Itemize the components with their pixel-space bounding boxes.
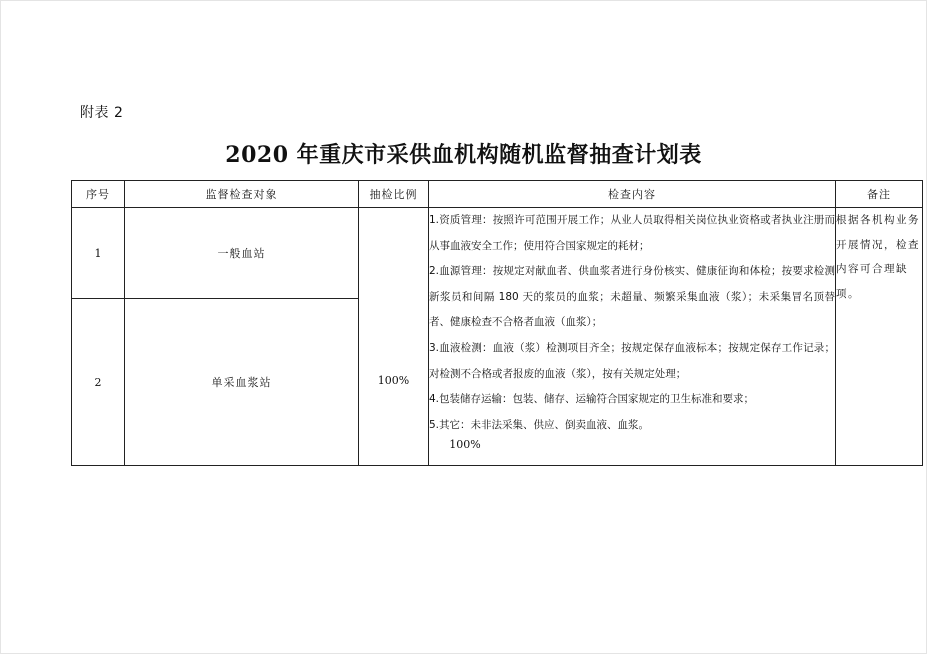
row-object: 单采血浆站	[125, 299, 359, 466]
ratio-value: 100%	[449, 438, 481, 451]
row-seq: 1	[72, 208, 125, 299]
content-item: 5.其它：未非法采集、供应、倒卖血液、血浆。	[429, 418, 650, 431]
table-header-row	[72, 181, 923, 208]
header-content: 检查内容	[429, 181, 836, 208]
content-item: 2.血源管理：按规定对献血者、供血浆者进行身份核实、健康征询和体检；按要求检测新浆员和间隔 180 天的浆员的血浆；未超量、频繁采集血液（浆）；未采集冒名顶替者、健康检查不合格者血液（血浆）；	[429, 265, 835, 329]
table-row	[72, 208, 923, 299]
inspection-plan-table	[71, 180, 923, 466]
header-ratio: 抽检比例	[359, 181, 429, 208]
ratio-value-row2: 100%	[377, 374, 410, 387]
header-seq: 序号	[72, 181, 125, 208]
note-cell: 根据各机构业务开展情况，检查内容可合理缺项。	[836, 208, 923, 466]
row-seq: 2	[72, 299, 125, 466]
document-title: 2020 年重庆市采供血机构随机监督抽查计划表	[225, 142, 702, 168]
content-item: 1.资质管理：按照许可范围开展工作；从业人员取得相关岗位执业资格或者执业注册而从事血液安全工作；使用符合国家规定的耗材；	[429, 214, 835, 252]
header-object: 监督检查对象	[125, 181, 359, 208]
row-object: 一般血站	[125, 208, 359, 299]
header-note: 备注	[836, 181, 923, 208]
content-item: 3.血液检测：血液（浆）检测项目齐全；按规定保存血液标本；按规定保存工作记录；对检测不合格或者报废的血液（浆），按有关规定处理；	[429, 341, 835, 380]
inspection-content-cell	[429, 208, 836, 466]
row-ratio-merged	[359, 208, 481, 466]
annex-label: 附表 2	[80, 105, 124, 121]
content-item: 4.包装储存运输：包装、储存、运输符合国家规定的卫生标准和要求；	[429, 393, 755, 406]
